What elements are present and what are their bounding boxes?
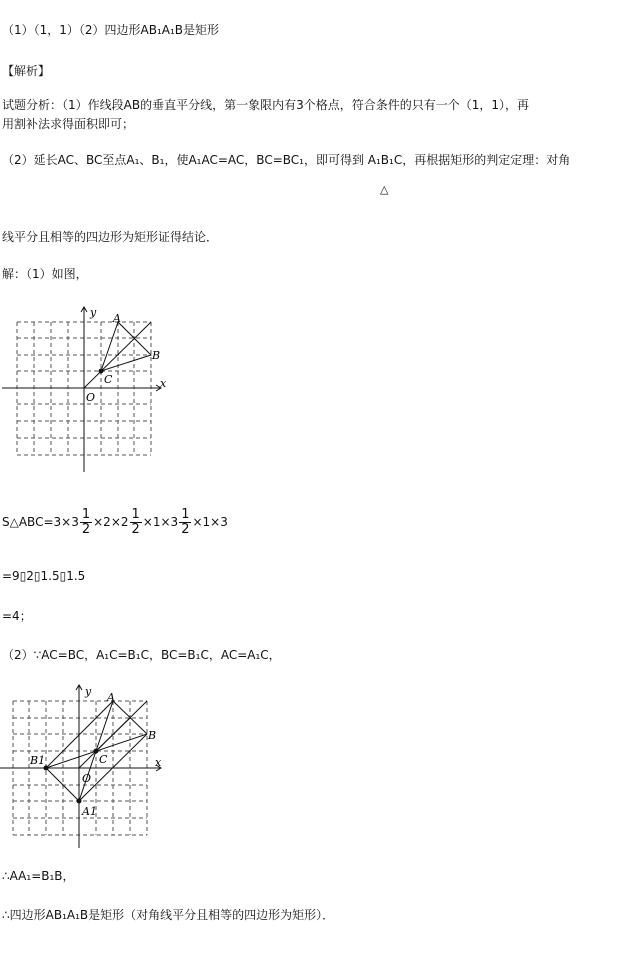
analysis-text-1b: 用割补法求得面积即可； bbox=[2, 117, 135, 131]
area-formula bbox=[2, 508, 228, 537]
area-term-3: ×1×3 bbox=[192, 515, 228, 529]
calc-line: =9▯2▯1.5▯1.5 bbox=[2, 569, 86, 583]
fraction: $\frac{1}{2}$ bbox=[81, 507, 91, 537]
fig2-label-b1: B1 bbox=[30, 754, 46, 767]
analysis-text-2a: （2）延长AC、BC至点A₁、B₁，使A₁AC=AC，BC=BC₁，即可得到 A₁B₁C，再根据矩形的判定定理：对角 bbox=[2, 153, 571, 167]
area-term-1: ×2×2 bbox=[93, 515, 129, 529]
fig2-label-x: x bbox=[155, 756, 162, 769]
area-term-2: ×1×3 bbox=[142, 515, 179, 529]
fraction: $\frac{1}{2}$ bbox=[131, 507, 140, 537]
analysis-text-1a: 试题分析：（1）作线段AB的垂直平分线，第一象限内有3个格点，符合条件的只有一个（1，1），再 bbox=[2, 98, 529, 112]
fig1-label-b: B bbox=[152, 349, 161, 362]
fig2-label-c: C bbox=[99, 753, 108, 766]
fig2-label-a1: A1 bbox=[82, 805, 97, 818]
triangle-symbol: △ bbox=[380, 183, 389, 196]
analysis-text-2b: 线平分且相等的四边形为矩形证得结论． bbox=[2, 230, 219, 244]
answer-line: （1）（1，1）（2）四边形AB₁A₁B是矩形 bbox=[2, 23, 220, 37]
fig2-label-a: A bbox=[107, 691, 115, 704]
fraction: $\frac{1}{2}$ bbox=[181, 507, 190, 537]
fig1-label-y: y bbox=[90, 306, 97, 319]
analysis-heading: 【解析】 bbox=[2, 64, 51, 78]
figure-2-grid bbox=[0, 680, 180, 850]
fig1-label-a: A bbox=[113, 312, 121, 325]
fig1-label-x: x bbox=[160, 377, 167, 390]
therefore-2: ∴四边形AB₁A₁B是矩形（对角线平分且相等的四边形为矩形）． bbox=[2, 908, 335, 922]
result-line: =4； bbox=[2, 609, 32, 623]
fig2-label-y: y bbox=[85, 685, 92, 698]
figure-1-grid bbox=[0, 300, 180, 480]
fig1-label-o: O bbox=[86, 391, 96, 404]
therefore-1: ∴AA₁=B₁B， bbox=[2, 869, 75, 883]
fig2-label-o: O bbox=[82, 772, 92, 785]
fig1-label-c: C bbox=[104, 373, 113, 386]
solution-intro: 解：（1）如图， bbox=[2, 267, 88, 281]
area-prefix: S△ABC=3×3 bbox=[2, 515, 79, 529]
fig2-label-b: B bbox=[148, 729, 157, 742]
part2-because: （2）∵AC=BC，A₁C=B₁C，BC=B₁C，AC=A₁C， bbox=[2, 648, 281, 662]
